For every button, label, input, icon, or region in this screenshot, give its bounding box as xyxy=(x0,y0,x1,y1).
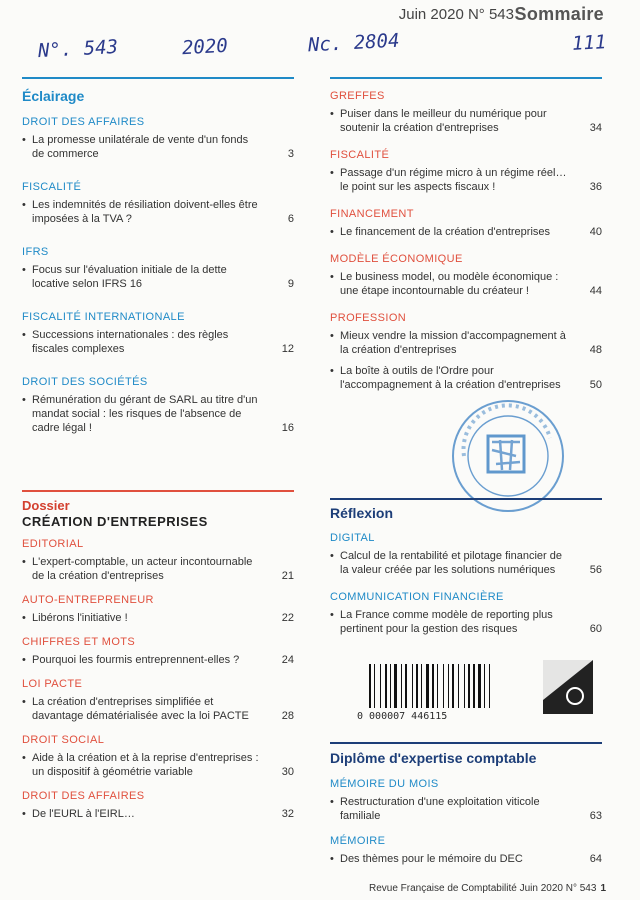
right-top-list xyxy=(330,90,602,392)
barcode-bar xyxy=(394,664,397,708)
reflexion-rule xyxy=(330,498,602,500)
eclairage-list xyxy=(22,116,294,435)
barcode-logo xyxy=(543,660,593,714)
toc-block xyxy=(22,181,294,226)
eclairage-rule xyxy=(22,77,294,79)
barcode-bar xyxy=(489,664,490,708)
entry-title: Passage d'un régime micro à un régime réel… le point sur les aspects fiscaux ! xyxy=(340,167,567,193)
toc-block xyxy=(330,149,602,194)
entry-page: 36 xyxy=(589,181,602,193)
category-label: MÉMOIRE xyxy=(330,835,386,847)
reflexion-title: Réflexion xyxy=(330,505,394,521)
barcode-bar xyxy=(448,664,449,708)
footer-text: Revue Française de Comptabilité Juin 2020 N° 543 xyxy=(368,883,597,894)
toc-entry[interactable] xyxy=(22,133,294,161)
barcode-bar xyxy=(437,664,438,708)
entry-page: 9 xyxy=(287,278,294,290)
entry-page: 56 xyxy=(589,564,602,576)
barcode-bar xyxy=(385,664,387,708)
category-label: GREFFES xyxy=(330,90,385,102)
category-label: FINANCEMENT xyxy=(330,208,414,220)
entry-title: Puiser dans le meilleur du numérique pour soutenir la création d'entreprises xyxy=(340,108,547,134)
eclairage-section xyxy=(22,88,294,455)
category-label: DIGITAL xyxy=(330,532,375,544)
toc-entry[interactable] xyxy=(330,364,602,392)
entry-page: 6 xyxy=(287,213,294,225)
entry-page: 50 xyxy=(589,379,602,391)
entry-title: Focus sur l'évaluation initiale de la dette locative selon IFRS 16 xyxy=(32,264,227,290)
toc-block xyxy=(330,835,602,866)
barcode-bar xyxy=(426,664,429,708)
page-number: 1 xyxy=(600,883,606,894)
toc-block xyxy=(330,90,602,135)
dossier-label: Dossier xyxy=(22,498,70,513)
toc-block xyxy=(22,376,294,435)
entry-title: Mieux vendre la mission d'accompagnement à la création d'entreprises xyxy=(340,330,566,356)
barcode-bar xyxy=(484,664,485,708)
barcode-bar xyxy=(380,664,381,708)
entry-title: La boîte à outils de l'Ordre pour l'accompagnement à la création d'entreprises xyxy=(340,365,561,391)
category-label: COMMUNICATION FINANCIÈRE xyxy=(330,591,504,603)
entry-title: Calcul de la rentabilité et pilotage financier de la valeur créée par les solutions numériques xyxy=(340,550,562,576)
toc-entry[interactable] xyxy=(22,611,294,625)
category-label: MODÈLE ÉCONOMIQUE xyxy=(330,253,463,265)
right-top-section xyxy=(330,90,602,406)
barcode-bar xyxy=(432,664,434,708)
barcode-bar xyxy=(421,664,422,708)
entry-page: 48 xyxy=(589,344,602,356)
toc-block xyxy=(330,532,602,577)
barcode-bar xyxy=(473,664,475,708)
entry-page: 28 xyxy=(281,710,294,722)
toc-block xyxy=(330,591,602,636)
toc-entry[interactable] xyxy=(22,807,294,821)
right-top-rule xyxy=(330,77,602,79)
diplome-section xyxy=(330,750,602,878)
toc-entry[interactable] xyxy=(330,608,602,636)
diplome-title: Diplôme d'expertise comptable xyxy=(330,750,537,766)
entry-title: Le business model, ou modèle économique : une étape incontournable du créateur ! xyxy=(340,271,559,297)
entry-title: Pourquoi les fourmis entreprennent-elles ? xyxy=(32,654,240,666)
entry-page: 3 xyxy=(287,148,294,160)
footer xyxy=(369,883,606,894)
entry-title: Libérons l'initiative ! xyxy=(32,612,128,624)
toc-entry[interactable] xyxy=(330,270,602,298)
diplome-list xyxy=(330,778,602,866)
toc-entry[interactable] xyxy=(330,549,602,577)
entry-title: La France comme modèle de reporting plus pertinent pour la gestion des risques xyxy=(340,609,553,635)
toc-block xyxy=(22,594,294,625)
barcode-bar xyxy=(458,664,459,708)
header-issue: Juin 2020 N° 543 xyxy=(398,6,514,23)
toc-block xyxy=(22,246,294,291)
toc-block xyxy=(22,538,294,583)
toc-entry[interactable] xyxy=(330,795,602,823)
handwritten-issue-number: N°. 543 xyxy=(37,35,119,63)
toc-entry[interactable] xyxy=(330,329,602,357)
toc-entry[interactable] xyxy=(22,695,294,723)
entry-page: 63 xyxy=(589,810,602,822)
toc-entry[interactable] xyxy=(22,328,294,356)
toc-entry[interactable] xyxy=(22,751,294,779)
toc-block xyxy=(330,312,602,392)
barcode-bar xyxy=(412,664,413,708)
toc-block xyxy=(22,636,294,667)
dossier-rule xyxy=(22,490,294,492)
entry-page: 16 xyxy=(281,422,294,434)
barcode-bar xyxy=(369,664,371,708)
dossier-title: CRÉATION D'ENTREPRISES xyxy=(22,514,208,529)
category-label: EDITORIAL xyxy=(22,538,84,550)
category-label: DROIT DES SOCIÉTÉS xyxy=(22,376,148,388)
entry-page: 44 xyxy=(589,285,602,297)
barcode-bar xyxy=(374,664,375,708)
barcode-bar xyxy=(452,664,454,708)
entry-title: Des thèmes pour le mémoire du DEC xyxy=(340,853,523,865)
entry-title: Aide à la création et à la reprise d'entreprises : un dispositif à géométrie variable xyxy=(32,752,259,778)
entry-title: Restructuration d'une exploitation viticole familiale xyxy=(340,796,540,822)
entry-page: 12 xyxy=(281,343,294,355)
category-label: FISCALITÉ xyxy=(330,149,390,161)
diplome-rule xyxy=(330,742,602,744)
dossier-list xyxy=(22,538,294,821)
category-label: AUTO-ENTREPRENEUR xyxy=(22,594,154,606)
entry-title: De l'EURL à l'EIRL… xyxy=(32,808,135,820)
entry-title: La création d'entreprises simplifiée et davantage dématérialisée avec la loi PACTE xyxy=(32,696,249,722)
category-label: CHIFFRES ET MOTS xyxy=(22,636,136,648)
entry-page: 30 xyxy=(281,766,294,778)
handwritten-mark: 111 xyxy=(571,31,607,55)
toc-block xyxy=(22,311,294,356)
toc-entry[interactable] xyxy=(330,852,602,866)
barcode xyxy=(357,660,597,722)
entry-title: Rémunération du gérant de SARL au titre d'un mandat social : les risques de l'absence de cadre légal ! xyxy=(32,394,258,434)
entry-title: Les indemnités de résiliation doivent-elles être imposées à la TVA ? xyxy=(32,199,258,225)
toc-entry[interactable] xyxy=(22,263,294,291)
reflexion-list xyxy=(330,532,602,636)
toc-entry[interactable] xyxy=(22,393,294,435)
barcode-bar xyxy=(468,664,470,708)
toc-block xyxy=(330,208,602,239)
category-label: FISCALITÉ xyxy=(22,181,82,193)
entry-page: 24 xyxy=(281,654,294,666)
entry-title: Successions internationales : des règles fiscales complexes xyxy=(32,329,229,355)
barcode-bar xyxy=(478,664,481,708)
toc-entry[interactable] xyxy=(330,166,602,194)
entry-page: 21 xyxy=(281,570,294,582)
category-label: FISCALITÉ INTERNATIONALE xyxy=(22,311,185,323)
toc-entry[interactable] xyxy=(330,107,602,135)
toc-entry[interactable] xyxy=(22,198,294,226)
toc-block xyxy=(22,790,294,821)
toc-block xyxy=(330,778,602,823)
toc-block xyxy=(22,734,294,779)
library-stamp xyxy=(450,398,570,518)
entry-page: 60 xyxy=(589,623,602,635)
barcode-bar xyxy=(390,664,391,708)
category-label: MÉMOIRE DU MOIS xyxy=(330,778,439,790)
toc-entry[interactable] xyxy=(22,653,294,667)
category-label: IFRS xyxy=(22,246,49,258)
barcode-bar xyxy=(416,664,418,708)
entry-page: 64 xyxy=(589,853,602,865)
entry-page: 22 xyxy=(281,612,294,624)
entry-title: L'expert-comptable, un acteur incontournable de la création d'entreprises xyxy=(32,556,253,582)
reflexion-section xyxy=(330,505,602,650)
handwritten-year: 2020 xyxy=(181,34,229,60)
toc-block xyxy=(22,678,294,723)
barcode-number: 0 000007 446115 xyxy=(357,711,448,722)
eclairage-title: Éclairage xyxy=(22,88,85,104)
entry-page: 34 xyxy=(589,122,602,134)
toc-entry[interactable] xyxy=(22,555,294,583)
dossier-section xyxy=(22,498,294,832)
toc-entry[interactable] xyxy=(330,225,602,239)
entry-page: 32 xyxy=(281,808,294,820)
entry-title: La promesse unilatérale de vente d'un fonds de commerce xyxy=(32,134,249,160)
barcode-bar xyxy=(405,664,407,708)
barcode-bars xyxy=(369,664,549,712)
category-label: DROIT DES AFFAIRES xyxy=(22,116,145,128)
toc-block xyxy=(330,253,602,298)
category-label: LOI PACTE xyxy=(22,678,83,690)
barcode-bar xyxy=(443,664,444,708)
page-title: Sommaire xyxy=(514,4,604,24)
entry-title: Le financement de la création d'entreprises xyxy=(340,226,551,238)
handwritten-reference: Nc. 2804 xyxy=(307,29,401,57)
category-label: DROIT DES AFFAIRES xyxy=(22,790,145,802)
toc-block xyxy=(22,116,294,161)
entry-page: 40 xyxy=(589,226,602,238)
barcode-bar xyxy=(464,664,465,708)
category-label: PROFESSION xyxy=(330,312,407,324)
category-label: DROIT SOCIAL xyxy=(22,734,105,746)
barcode-bar xyxy=(401,664,402,708)
